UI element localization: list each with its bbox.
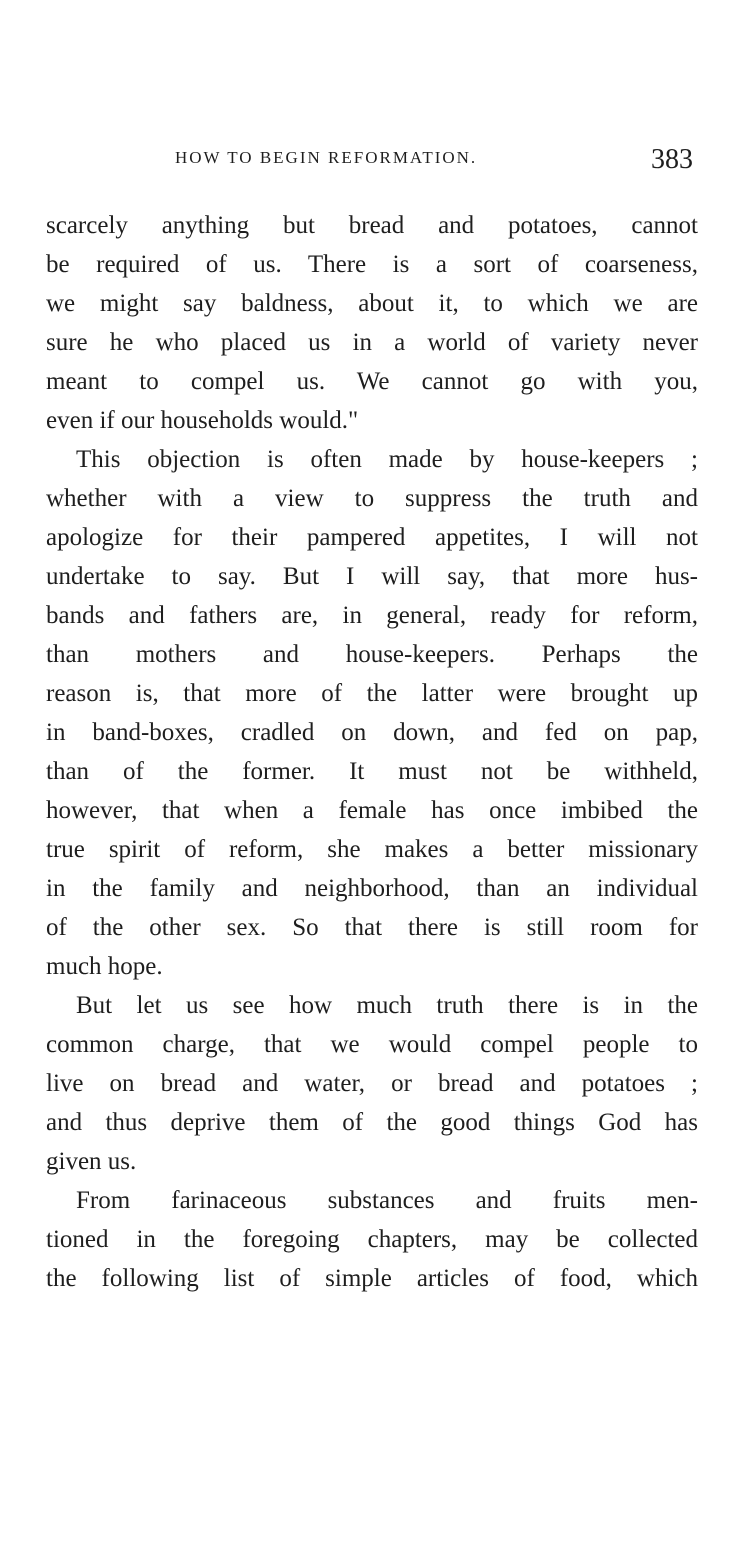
text-line: reason is, that more of the latter were brought up <box>46 680 698 707</box>
text-line: of the other sex. So that there is still room for <box>46 914 698 941</box>
text-line: than mothers and house-keepers. Perhaps the <box>46 641 698 668</box>
text-line: and thus deprive them of the good things God has <box>46 1109 698 1136</box>
text-line: scarcely anything but bread and potatoes, cannot <box>46 212 698 239</box>
text-line: in band-boxes, cradled on down, and fed on pap, <box>46 719 698 746</box>
text-line: tioned in the foregoing chapters, may be collected <box>46 1226 698 1253</box>
text-line: however, that when a female has once imbibed the <box>46 797 698 824</box>
text-line: meant to compel us. We cannot go with you, <box>46 368 698 395</box>
page-number: 383 <box>651 144 693 175</box>
text-line: But let us see how much truth there is in the <box>76 992 698 1019</box>
text-line: in the family and neighborhood, than an individual <box>46 875 698 902</box>
text-line: undertake to say. But I will say, that more hus- <box>46 563 698 590</box>
text-line: live on bread and water, or bread and potatoes ; <box>46 1070 698 1097</box>
text-line: even if our households would." <box>46 407 359 434</box>
text-line: than of the former. It must not be withheld, <box>46 758 698 785</box>
text-line: much hope. <box>46 953 163 980</box>
text-line: be required of us. There is a sort of coarseness, <box>46 251 698 278</box>
text-line: whether with a view to suppress the truth and <box>46 485 698 512</box>
text-line: given us. <box>46 1148 137 1175</box>
body-text <box>46 206 698 1298</box>
text-line: bands and fathers are, in general, ready for reform, <box>46 602 698 629</box>
text-line: This objection is often made by house-keepers ; <box>76 446 698 473</box>
text-line: true spirit of reform, she makes a better missionary <box>46 836 698 863</box>
text-line: sure he who placed us in a world of variety never <box>46 329 698 356</box>
running-head: HOW TO BEGIN REFORMATION. <box>175 148 478 167</box>
text-line: the following list of simple articles of food, which <box>46 1265 698 1292</box>
text-line: common charge, that we would compel people to <box>46 1031 698 1058</box>
page-header <box>0 144 750 184</box>
text-line: we might say baldness, about it, to which we are <box>46 290 698 317</box>
text-line: apologize for their pampered appetites, I will not <box>46 524 698 551</box>
text-line: From farinaceous substances and fruits men- <box>76 1187 698 1214</box>
